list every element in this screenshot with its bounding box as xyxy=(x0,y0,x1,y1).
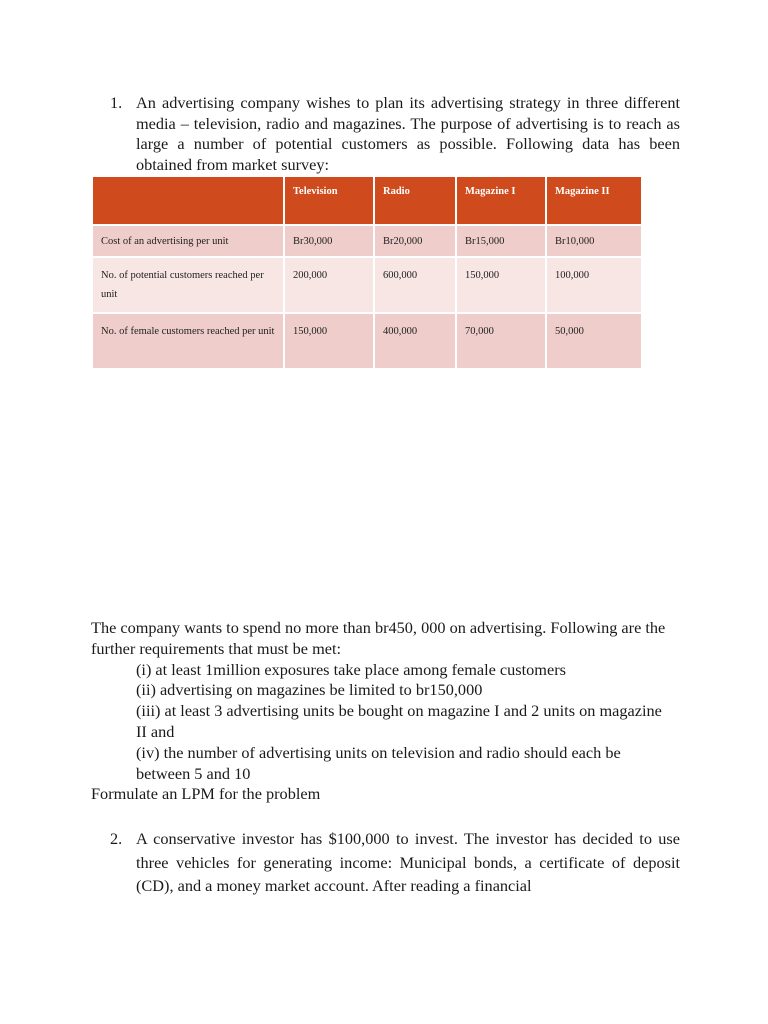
table-header-row xyxy=(92,176,642,225)
requirement-item: (i) at least 1million exposures take place among female customers xyxy=(136,659,566,679)
table-cell: 70,000 xyxy=(456,313,546,369)
requirements-intro: The company wants to spend no more than br450, 000 on advertising. Following are the further requirements that must be met: xyxy=(91,618,666,658)
question-number: 2. xyxy=(110,829,123,848)
table-cell: Br30,000 xyxy=(284,225,374,257)
question-text: A conservative investor has $100,000 to invest. The investor has decided to use three vehicles for generating income: Municipal bonds, a certificate of deposit (CD), and a money market account. After reading a financial xyxy=(136,829,680,895)
table-cell: 400,000 xyxy=(374,313,456,369)
table-header-cell: Magazine II xyxy=(546,176,642,225)
row-label: No. of female customers reached per unit xyxy=(92,313,284,369)
table-cell: Br15,000 xyxy=(456,225,546,257)
table-row xyxy=(92,313,642,369)
table-cell: 100,000 xyxy=(546,257,642,313)
table-header-cell: Radio xyxy=(374,176,456,225)
table-header-cell: Magazine I xyxy=(456,176,546,225)
row-label: No. of potential customers reached per unit xyxy=(92,257,284,313)
table-row xyxy=(92,225,642,257)
requirement-item: (iii) at least 3 advertising units be bought on magazine I and 2 units on magazine II and xyxy=(136,701,662,741)
question-1 xyxy=(110,93,680,175)
question-text: An advertising company wishes to plan its advertising strategy in three different media – television, radio and magazines. The purpose of advertising is to reach as large a number of potential customers as possible. Following data has been obtained from market survey: xyxy=(136,93,680,174)
row-label: Cost of an advertising per unit xyxy=(92,225,284,257)
table-cell: 50,000 xyxy=(546,313,642,369)
table-cell: 200,000 xyxy=(284,257,374,313)
requirements-paragraph xyxy=(91,618,671,805)
table-cell: 150,000 xyxy=(284,313,374,369)
question-number: 1. xyxy=(110,93,123,112)
table-cell: Br10,000 xyxy=(546,225,642,257)
task-instruction: Formulate an LPM for the problem xyxy=(91,784,321,804)
table-row xyxy=(92,257,642,313)
requirement-item: (iv) the number of advertising units on television and radio should each be between 5 and 10 xyxy=(136,742,621,783)
table-header-cell: Television xyxy=(284,176,374,225)
table-cell: 600,000 xyxy=(374,257,456,313)
table-header-cell xyxy=(92,176,284,225)
table-cell: 150,000 xyxy=(456,257,546,313)
question-2 xyxy=(110,827,680,898)
table-cell: Br20,000 xyxy=(374,225,456,257)
requirement-item: (ii) advertising on magazines be limited to br150,000 xyxy=(136,680,483,700)
media-data-table xyxy=(91,175,643,370)
